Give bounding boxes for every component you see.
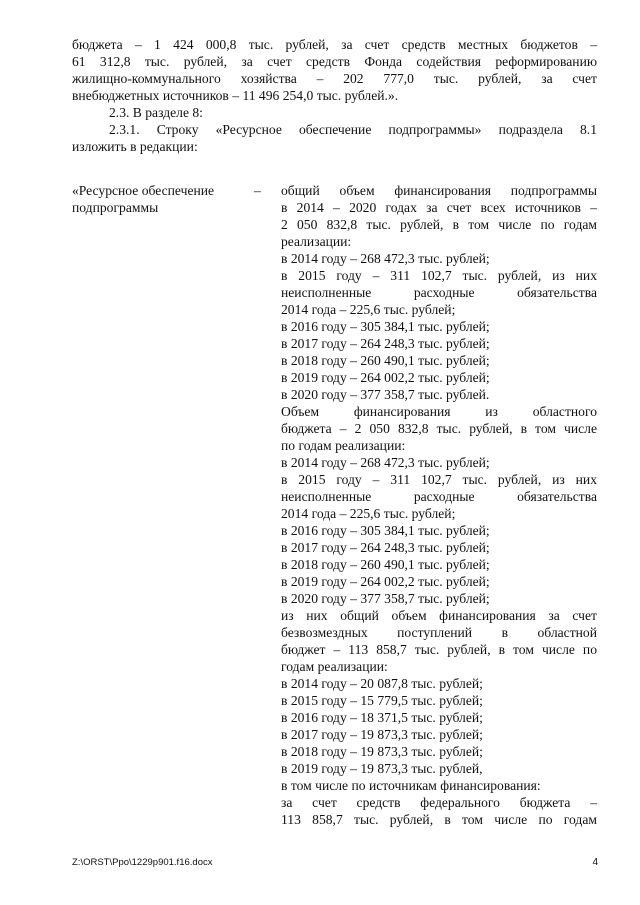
row-line: в 2015 году – 311 102,7 тыс. рублей, из них (281, 268, 597, 283)
row-line: в том числе по источникам финансирования: (281, 778, 541, 793)
row-line: бюджет – 113 858,7 тыс. рублей, в том числе по (281, 642, 597, 657)
row-label-line-2: подпрограммы (72, 200, 159, 215)
intro-line-3: жилищно-коммунального хозяйства – 202 777,0 тыс. рублей, за счет (72, 71, 597, 86)
row-line: безвозмездных поступлений в областной (281, 625, 597, 640)
row-line: в 2014 году – 268 472,3 тыс. рублей; (281, 455, 490, 470)
row-line: в 2017 году – 264 248,3 тыс. рублей; (281, 336, 490, 351)
row-line: годам реализации: (281, 659, 388, 674)
row-line: в 2014 году – 20 087,8 тыс. рублей; (281, 676, 483, 691)
footer-file-path: Z:\ORST\Ppo\1229p901.f16.docx (72, 857, 213, 868)
row-line: в 2019 году – 264 002,2 тыс. рублей; (281, 574, 490, 589)
row-line: в 2019 году – 264 002,2 тыс. рублей; (281, 370, 490, 385)
row-line: за счет средств федерального бюджета – (281, 795, 597, 810)
row-line: в 2014 – 2020 годах за счет всех источников – (281, 200, 597, 215)
row-line: в 2014 году – 268 472,3 тыс. рублей; (281, 251, 490, 266)
row-line: в 2020 году – 377 358,7 тыс. рублей; (281, 591, 490, 606)
row-line: по годам реализации: (281, 438, 406, 453)
row-line: Объем финансирования из областного (281, 404, 597, 419)
row-line: в 2016 году – 18 371,5 тыс. рублей; (281, 710, 483, 725)
section-heading: 2.3. В разделе 8: (109, 105, 203, 120)
intro-line-1: бюджета – 1 424 000,8 тыс. рублей, за счет средств местных бюджетов – (72, 37, 597, 52)
row-line: 2014 года – 225,6 тыс. рублей; (281, 302, 456, 317)
row-line: в 2018 году – 260 490,1 тыс. рублей; (281, 557, 490, 572)
row-line: 2014 года – 225,6 тыс. рублей; (281, 506, 456, 521)
row-line: в 2015 году – 311 102,7 тыс. рублей, из них (281, 472, 597, 487)
row-line: в 2016 году – 305 384,1 тыс. рублей; (281, 523, 490, 538)
row-line: в 2018 году – 19 873,3 тыс. рублей; (281, 744, 483, 759)
intro-line-4: внебюджетных источников – 11 496 254,0 тыс. рублей.». (72, 88, 399, 103)
row-label-line-1: «Ресурсное обеспечение (72, 183, 215, 198)
row-line: 2 050 832,8 тыс. рублей, в том числе по годам (281, 217, 597, 232)
row-line: в 2017 году – 19 873,3 тыс. рублей; (281, 727, 483, 742)
row-line: реализации: (281, 234, 352, 249)
row-line: бюджета – 2 050 832,8 тыс. рублей, в том числе (281, 421, 597, 436)
page-number: 4 (592, 857, 598, 868)
row-line: 113 858,7 тыс. рублей, в том числе по годам (281, 812, 597, 827)
row-line: из них общий объем финансирования за счет (281, 608, 597, 623)
row-line: неисполненные расходные обязательства (281, 489, 597, 504)
item-line-1: 2.3.1. Строку «Ресурсное обеспечение подпрограммы» подраздела 8.1 (109, 122, 597, 137)
row-line: неисполненные расходные обязательства (281, 285, 597, 300)
row-line: общий объем финансирования подпрограммы (281, 183, 597, 198)
row-line: в 2020 году – 377 358,7 тыс. рублей. (281, 387, 490, 402)
row-line: в 2018 году – 260 490,1 тыс. рублей; (281, 353, 490, 368)
row-content (281, 182, 597, 828)
row-line: в 2016 году – 305 384,1 тыс. рублей; (281, 319, 490, 334)
row-line: в 2017 году – 264 248,3 тыс. рублей; (281, 540, 490, 555)
intro-line-2: 61 312,8 тыс. рублей, за счет средств Фонда содействия реформированию (72, 54, 597, 69)
row-line: в 2015 году – 15 779,5 тыс. рублей; (281, 693, 483, 708)
item-line-2: изложить в редакции: (72, 139, 198, 154)
row-line: в 2019 году – 19 873,3 тыс. рублей, (281, 761, 483, 776)
row-dash: – (254, 183, 261, 198)
